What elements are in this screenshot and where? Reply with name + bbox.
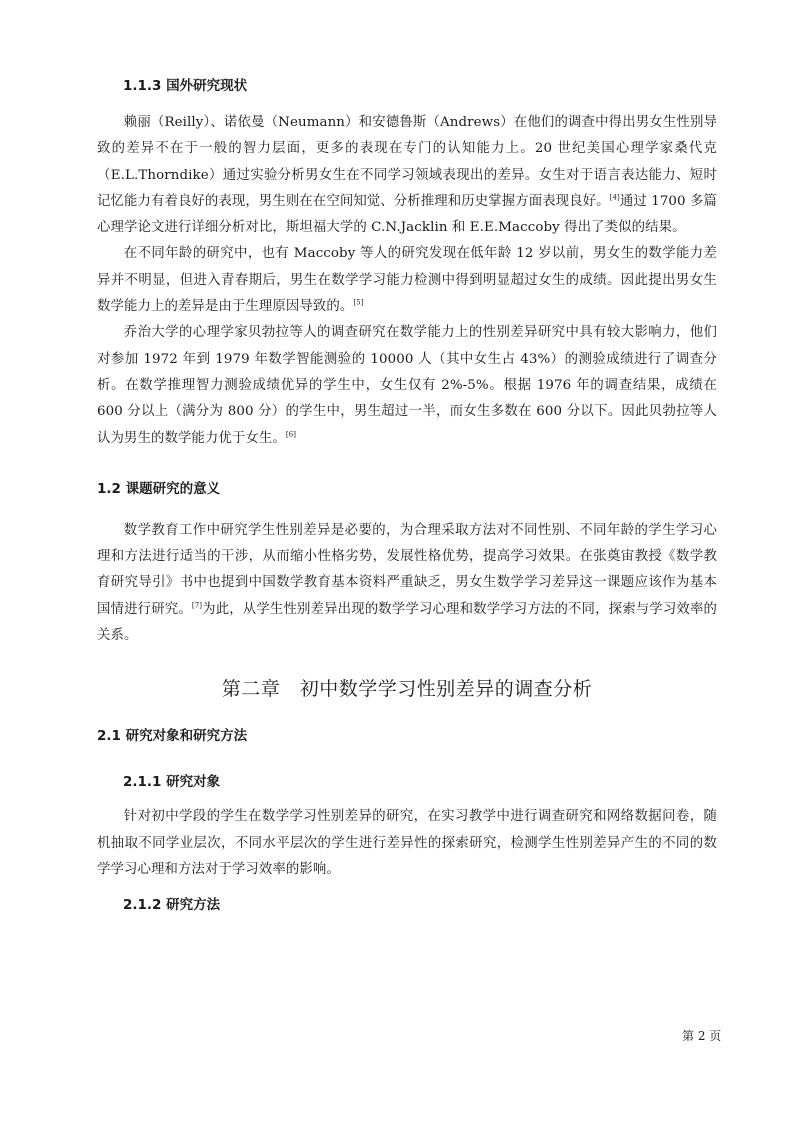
paragraph-text: 赖丽（Reilly）、诺依曼（Neumann）和安德鲁斯（Andrews）在他们的调查中得出男女生性别导致的差异不在于一般的智力层面，更多的表现在专门的认知能力上。20 世纪美国心理学家桑代克（E.L.Thorndike）通过实验分析男女生在不同学习领域表现出的差异。女生对于语言表达能力、短时记忆能力有着良好的表现，男生则在在空间知觉、分析推理和历史掌握方面表现良好。 <box>97 115 717 209</box>
paragraph <box>97 320 717 451</box>
chapter-title: 第二章 初中数学学习性别差异的调查分析 <box>221 678 593 701</box>
paragraph-text: 为此，从学生性别差异出现的数学学习心理和数学学习方法的不同，探索与学习效率的关系。 <box>97 601 718 644</box>
paragraph-text: 针对初中学段的学生在数学学习性别差异的研究，在实习教学中进行调查研究和网络数据问卷，随机抽取不同学业层次，不同水平层次的学生进行差异性的探索研究，检测学生性别差异产生的不同的数学学习心理和方法对于学习效率的影响。 <box>97 809 717 877</box>
paragraph-text: 在不同年龄的研究中，也有 Maccoby 等人的研究发现在低年龄 12 岁以前，男女生的数学能力差异并不明显，但进入青春期后，男生在数学学习能力检测中得到明显超过女生的成绩。因此提出男女生数学能力上的差异是由于生理原因导致的。 <box>97 246 717 315</box>
page-content <box>97 74 717 929</box>
section-heading-2-1-2: 2.1.2 研究方法 <box>123 897 221 914</box>
page-number: 第 2 页 <box>682 1029 722 1043</box>
citation-marker: [7] <box>191 601 203 610</box>
section-heading-1-2: 1.2 课题研究的意义 <box>97 480 221 497</box>
section-heading-2-1: 2.1 研究对象和研究方法 <box>97 728 248 745</box>
paragraph <box>97 110 717 241</box>
citation-marker: [4] <box>609 193 620 202</box>
paragraph <box>97 241 717 320</box>
paragraph-text: 数学教育工作中研究学生性别差异是必要的，为合理采取方法对不同性别、不同年龄的学生学习心理和方法进行适当的干涉，从而缩小性格劣势，发展性格优势，提高学习效果。在张奠宙教授《数学教育研究导引》书中也提到中国数学教育基本资料严重缺乏，男女生数学学习差异这一课题应该作为基本国情进行研究。 <box>97 522 717 617</box>
paragraph <box>97 804 717 883</box>
section-heading-1-1-3: 1.1.3 国外研究现状 <box>123 78 248 94</box>
section-heading-2-1-1: 2.1.1 研究对象 <box>123 774 221 791</box>
citation-marker: [6] <box>285 430 297 439</box>
paragraph-text: 乔治大学的心理学家贝勃拉等人的调查研究在数学能力上的性别差异研究中具有较大影响力，他们对参加 1972 年到 1979 年数学智能测验的 10000 人（其中女生占 43%）的测验成绩进行了调查分析。在数学推理智力测验成绩优异的学生中，女生仅有 2%-5%。根据 1976 年的调查结果，成绩在 600 分以上（满分为 800 分）的学生中，男生超过一半，而女生多数在 600 分以下。因此贝勃拉等人认为男生的数学能力优于女生。 <box>97 325 717 446</box>
paragraph <box>97 518 717 649</box>
paragraph-text: 通过 1700 多篇心理学论文进行详细分析对比，斯坦福大学的 C.N.Jacklin 和 E.E.Maccoby 得出了类似的结果。 <box>97 193 718 236</box>
citation-marker: [5] <box>353 298 364 307</box>
